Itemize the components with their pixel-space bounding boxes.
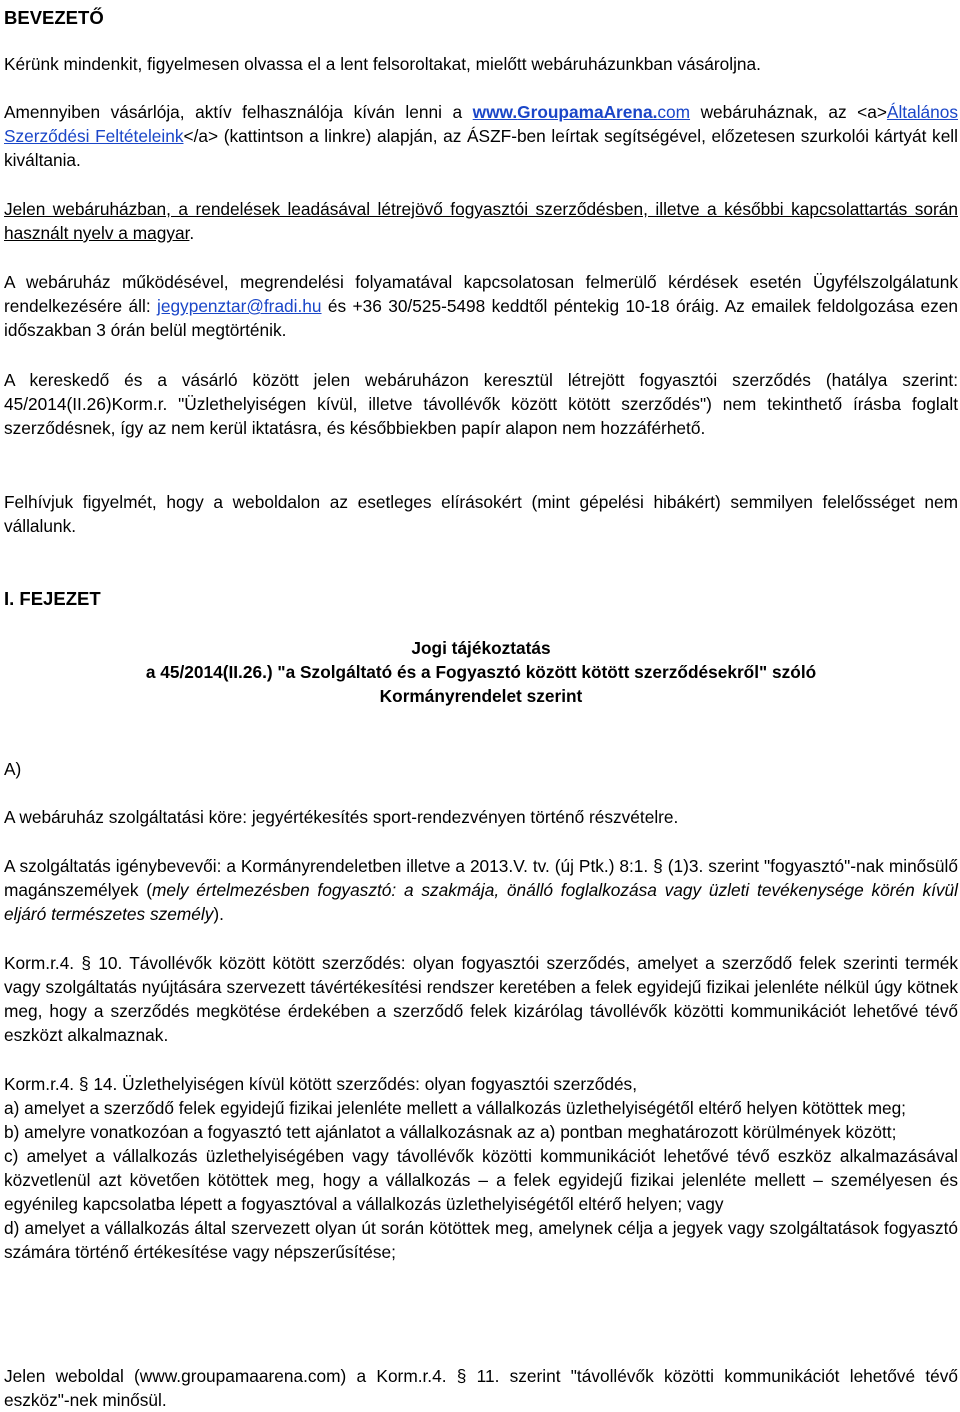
paragraph-language [4,197,958,245]
service-text-1: A webáruház működésével, megrendelési folyamatával kapcsolatosan felmerülő kérdések esetén Ügyfélszolgálatunk rendelkezésére áll: [4,272,958,316]
service-text-2: és +36 30/525-5498 keddtől péntekig 10-18 óráig. Az emailek feldolgozása ezen időszakban 3 órán belül megtörténik. [4,296,958,340]
off-premises-item-d: d) amelyet a vállalkozás által szervezett olyan út során kötöttek meg, amelynek célja a jegyek vagy szolgáltatások fogyasztó számára történő értékesítése vagy népszerűsítése; [4,1218,958,1262]
off-premises-item-c: c) amelyet a vállalkozás üzlethelyiségében vagy távollévők közötti kommunikációt lehetővé tévő eszköz alkalmazásával közvetlenül azt követően kötöttek meg, hogy a vállalkozás – a felek egyidejű fizikai jelenléte mellett – személyesen és egyénileg kapcsolatba lépett a fogyasztóval a vállalkozás üzlethelyiségétől eltérő helyen; vagy [4,1146,958,1214]
registration-text-2: webáruháznak, az <a> [690,102,887,122]
off-premises-item-a: a) amelyet a szerződő felek egyidejű fizikai jelenléte mellett a vállalkozás üzlethelyiségétől eltérő helyen kötöttek meg; [4,1098,906,1118]
paragraph-distance-contract: Korm.r.4. § 10. Távollévők között kötött szerződés: olyan fogyasztói szerződés, amelyet a szerződő felek szerinti termék vagy szolgáltatás nyújtására szervezett távértékesítési rendszer keretében a felek egyidejű fizikai jelenléte nélkül úgy kötnek meg, hogy a szerződés megkötése érdekében a szerződő felek kizárólag távollévők közötti kommunikációt lehetővé tévő eszközt alkalmaznak. [4,953,958,1045]
paragraph-off-premises [4,1072,958,1264]
consumers-text-1: A szolgáltatás igénybevevői: a Kormányrendeletben illetve a 2013.V. tv. (új Ptk.) 8:1. § (1)3. szerint "fogyasztó"-nak minősülő magánszemélyek ( [4,856,958,900]
paragraph-disclaimer: Felhívjuk figyelmét, hogy a weboldalon az esetleges elírásokért (mint gépelési hibákért) semmilyen felelősséget nem vállalunk. [4,492,958,536]
registration-text-3: </a> (kattintson a linkre) alapján, az ÁSZF-ben leírtak segítségével, előzetesen szurkolói kártyát kell kiváltania. [4,126,958,170]
off-premises-intro: Korm.r.4. § 14. Üzlethelyiségen kívül kötött szerződés: olyan fogyasztói szerződés, [4,1074,637,1094]
off-premises-item-b: b) amelyre vonatkozóan a fogyasztó tett ajánlatot a vállalkozásnak az a) pontban meghatározott körülmények között; [4,1122,897,1142]
paragraph-notice: Kérünk mindenkit, figyelmesen olvassa el a lent felsoroltakat, mielőtt webáruházunkban vásároljna. [4,54,761,74]
section-a-label: A) [4,759,22,779]
language-period: . [189,223,195,243]
paragraph-contract-form: A kereskedő és a vásárló között jelen webáruházon keresztül létrejött fogyasztói szerződés (hatálya szerint: 45/2014(II.26)Korm.r. "Üzlethelyiségen kívül, illetve távollévők között kötött szerződés") nem tekinthető írásba foglalt szerződésnek, így az nem kerül iktatásra, és későbbiekben papír alapon nem hozzáférhető. [4,370,958,438]
title-line-2: a 45/2014(II.26.) "a Szolgáltató és a Fogyasztó között kötött szerződésekről" szóló [145,662,817,682]
consumers-definition: mely értelmezésben fogyasztó: a szakmája, önálló foglalkozása vagy üzleti tevékenysége körén kívül eljáró természetes személy [4,880,959,924]
chapter-heading: I. FEJEZET [4,588,101,609]
intro-heading: BEVEZETŐ [4,7,104,28]
title-line-3: Kormányrendelet szerint [379,686,583,706]
site-link-tld[interactable]: com [657,102,691,122]
paragraph-website-status: Jelen weboldal (www.groupamaarena.com) a Korm.r.4. § 11. szerint "távollévők közötti kommunikációt lehetővé tévő eszköz"-nek minősül. [4,1366,958,1410]
site-link-name[interactable]: GroupamaArena. [517,102,658,122]
paragraph-consumers [4,854,958,926]
site-link-www[interactable]: www. [472,102,518,122]
registration-text-1: Amennyiben vásárlója, aktív felhasználója kíván lenni a [4,102,473,122]
language-text: Jelen webáruházban, a rendelések leadásával létrejövő fogyasztói szerződésben, illetve a későbbi kapcsolattartás során használt nyelv a magyar [4,199,958,243]
terms-link[interactable]: Általános Szerződési Feltételeink [4,102,959,146]
paragraph-registration [4,100,958,172]
paragraph-customer-service [4,270,958,342]
paragraph-service-scope: A webáruház szolgáltatási köre: jegyértékesítés sport-rendezvényen történő részvételre. [4,807,679,827]
email-link[interactable]: jegypenztar@fradi.hu [157,296,322,316]
title-line-1: Jogi tájékoztatás [411,638,551,658]
consumers-text-2: ). [213,904,224,924]
